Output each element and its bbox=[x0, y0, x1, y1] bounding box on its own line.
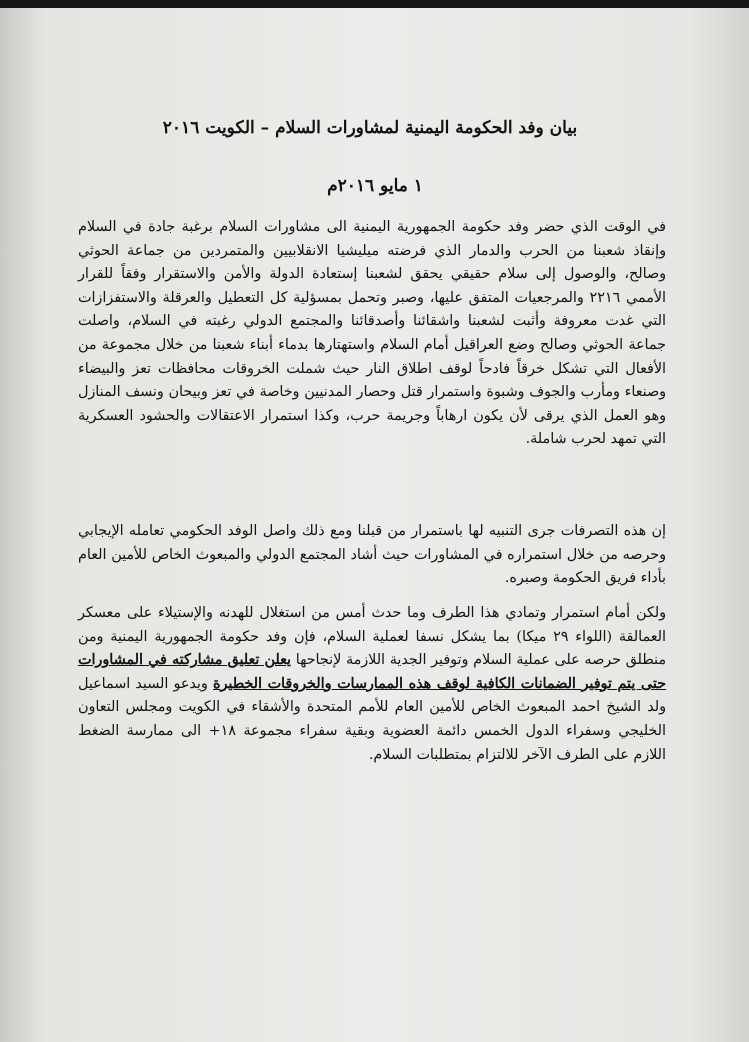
document-date: ١ مايو ٢٠١٦م bbox=[327, 176, 423, 196]
paragraph-3-start: ولكن أمام استمرار وتمادي هذا الطرف وما حدث أمس من استغلال للهدنه والإستيلاء على معسكر العمالقة (اللواء ٢٩ ميكا) بما يشكل نسفا لعملية السلام، فإن وفد حكومة الجمهورية اليمنية ومن منطلق حرصه على عملية السلام وتوفير الجدية اللازمة لإنجاحها bbox=[78, 605, 666, 669]
paragraph-3 bbox=[78, 602, 666, 767]
paragraph-3-end: ويدعو السيد اسماعيل ولد الشيخ احمد المبعوث الخاص للأمين العام للأمم المتحدة والأشقاء في الكويت ومجلس التعاون الخليجي وسفراء الدول الخمس دائمة العضوية وبقية سفراء مجموعة ١٨+ الى ممارسة الضغط اللازم على الطرف الآخر للالتزام بمتطلبات السلام. bbox=[78, 675, 666, 763]
paragraph-1: في الوقت الذي حضر وفد حكومة الجمهورية اليمنية الى مشاورات السلام برغبة جادة في السلام وإنقاذ شعبنا من الحرب والدمار الذي فرضته ميليشيا الانقلابيين والمتمردين من جماعة الحوثي وصالح، والوصول إلى سلام حقيقي يحقق لشعبنا إستعادة الدولة والأمن والاستقرار وفقاً للقرار الأممي ٢٢١٦ والمرجعيات المتفق عليها، وصبر وتحمل بمسؤلية كل التعطيل والعرقلة والاستفزازات التي غدت معروفة وأثبت لشعبنا واشقائنا وأصدقائنا والمجتمع الدولي رغبته في السلام، واصلت جماعة الحوثي وصالح وضع العراقيل أمام السلام واستهتارها بدماء أبناء شعبنا من خلال مجموعة من الأفعال التي تشكل خرقاً فادحاً لوقف اطلاق النار حيث شملت الخروقات محافظات تعز والبيضاء وصنعاء ومأرب والجوف وشبوة واستمرار قتل وحصار المدنيين وخاصة في تعز وبيحان ونسف المنازل وهو العمل الذي يرقى لأن يكون ارهاباً وجريمة حرب، وكذا استمرار الاعتقالات والحشود العسكرية التي تمهد لحرب شاملة. bbox=[78, 219, 666, 448]
document-title: بيان وفد الحكومة اليمنية لمشاورات السلام – الكويت ٢٠١٦ bbox=[162, 118, 578, 138]
paragraph-2: إن هذه التصرفات جرى التنبيه لها باستمرار من قبلنا ومع ذلك واصل الوفد الحكومي تعامله الإيجابي وحرصه من خلال استمراره في المشاورات حيث أشاد المجتمع الدولي والمبعوث الخاص للأمين العام بأداء فريق الحكومة وصبره. bbox=[78, 523, 666, 587]
top-border bbox=[0, 0, 749, 8]
suspension-announcement: يعلن تعليق مشاركته في المشاورات حتى يتم توفير الضمانات الكافية لوقف هذه الممارسات والخروقات الخطيرة bbox=[78, 652, 666, 692]
document-page bbox=[0, 8, 749, 1042]
